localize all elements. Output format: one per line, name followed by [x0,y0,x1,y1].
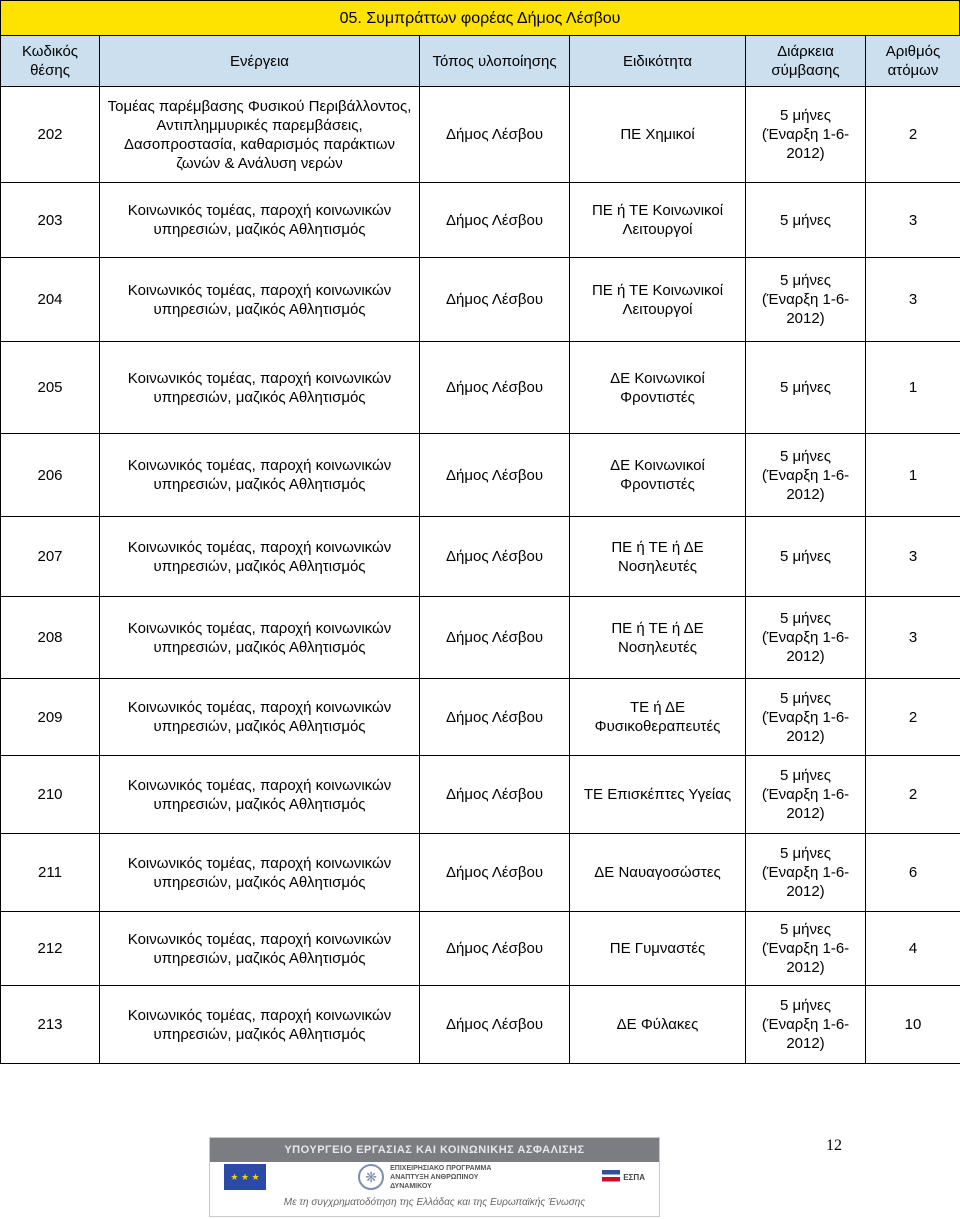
header-count: Αριθμός ατόμων [866,36,960,87]
cell-specialty: ΔΕ Κοινωνικοί Φροντιστές [570,434,746,517]
cell-duration: 5 μήνες (Έναρξη 1-6-2012) [746,87,866,183]
table-row [1,912,960,986]
table-row [1,756,960,834]
table-row [1,679,960,756]
cell-duration: 5 μήνες [746,517,866,597]
ministry-banner: ΥΠΟΥΡΓΕΙΟ ΕΡΓΑΣΙΑΣ ΚΑΙ ΚΟΙΝΩΝΙΚΗΣ ΑΣΦΑΛΙΣΗΣ [210,1138,659,1162]
table-row [1,342,960,434]
cell-place: Δήμος Λέσβου [420,258,570,342]
eu-flag-icon: ★ ★ ★ [224,1164,266,1190]
cell-code: 209 [1,679,100,756]
cell-count: 2 [866,87,960,183]
cell-code: 212 [1,912,100,986]
table-row [1,517,960,597]
cell-duration: 5 μήνες (Έναρξη 1-6-2012) [746,834,866,912]
cell-count: 2 [866,756,960,834]
header-place: Τόπος υλοποίησης [420,36,570,87]
cell-duration: 5 μήνες [746,183,866,258]
cell-count: 1 [866,342,960,434]
table-header-row [1,36,960,87]
cell-duration: 5 μήνες [746,342,866,434]
cell-specialty: ΔΕ Ναυαγοσώστες [570,834,746,912]
table-row [1,834,960,912]
cell-count: 3 [866,517,960,597]
header-code: Κωδικός θέσης [1,36,100,87]
cell-place: Δήμος Λέσβου [420,517,570,597]
espa-label: ΕΣΠΑ [623,1172,645,1182]
header-specialty: Ειδικότητα [570,36,746,87]
cell-action: Κοινωνικός τομέας, παροχή κοινωνικών υπηρεσιών, μαζικός Αθλητισμός [100,597,420,679]
cell-action: Κοινωνικός τομέας, παροχή κοινωνικών υπηρεσιών, μαζικός Αθλητισμός [100,834,420,912]
cell-action: Κοινωνικός τομέας, παροχή κοινωνικών υπηρεσιών, μαζικός Αθλητισμός [100,342,420,434]
cell-count: 10 [866,986,960,1064]
cell-action: Τομέας παρέμβασης Φυσικού Περιβάλλοντος, Αντιπλημμυρικές παρεμβάσεις, Δασοπροστασία, καθαρισμός παράκτιων ζωνών & Ανάλυση νερών [100,87,420,183]
cell-action: Κοινωνικός τομέας, παροχή κοινωνικών υπηρεσιών, μαζικός Αθλητισμός [100,986,420,1064]
cell-count: 1 [866,434,960,517]
cell-specialty: ΤΕ ή ΔΕ Φυσικοθεραπευτές [570,679,746,756]
cell-count: 3 [866,183,960,258]
cell-code: 211 [1,834,100,912]
cell-count: 6 [866,834,960,912]
espa-logo [602,1170,645,1184]
cell-code: 203 [1,183,100,258]
page-number: 12 [826,1137,842,1154]
cell-specialty: ΠΕ Χημικοί [570,87,746,183]
cell-action: Κοινωνικός τομέας, παροχή κοινωνικών υπηρεσιών, μαζικός Αθλητισμός [100,756,420,834]
cofunding-note: Με τη συγχρηματοδότηση της Ελλάδας και της Ευρωπαϊκής Ένωσης [283,1197,586,1208]
footer-logo-banner [209,1137,660,1217]
cell-duration: 5 μήνες (Έναρξη 1-6-2012) [746,434,866,517]
cell-duration: 5 μήνες (Έναρξη 1-6-2012) [746,258,866,342]
cell-code: 205 [1,342,100,434]
cell-place: Δήμος Λέσβου [420,679,570,756]
cell-count: 3 [866,597,960,679]
table-row [1,597,960,679]
program-mark-icon: ❋ [358,1164,384,1190]
cell-place: Δήμος Λέσβου [420,834,570,912]
logo-row [210,1162,659,1192]
cell-duration: 5 μήνες (Έναρξη 1-6-2012) [746,756,866,834]
header-action: Ενέργεια [100,36,420,87]
cell-specialty: ΠΕ ή ΤΕ Κοινωνικοί Λειτουργοί [570,258,746,342]
cell-code: 208 [1,597,100,679]
cell-action: Κοινωνικός τομέας, παροχή κοινωνικών υπηρεσιών, μαζικός Αθλητισμός [100,912,420,986]
cell-action: Κοινωνικός τομέας, παροχή κοινωνικών υπηρεσιών, μαζικός Αθλητισμός [100,517,420,597]
cell-count: 4 [866,912,960,986]
cell-specialty: ΠΕ Γυμναστές [570,912,746,986]
cell-count: 2 [866,679,960,756]
cell-code: 202 [1,87,100,183]
cell-code: 206 [1,434,100,517]
table-row [1,986,960,1064]
table-row [1,258,960,342]
cell-place: Δήμος Λέσβου [420,986,570,1064]
table-row [1,434,960,517]
cell-place: Δήμος Λέσβου [420,434,570,517]
program-logo [358,1164,510,1191]
cell-place: Δήμος Λέσβου [420,183,570,258]
cell-action: Κοινωνικός τομέας, παροχή κοινωνικών υπηρεσιών, μαζικός Αθλητισμός [100,183,420,258]
cell-specialty: ΠΕ ή ΤΕ ή ΔΕ Νοσηλευτές [570,517,746,597]
table-row [1,87,960,183]
cell-specialty: ΠΕ ή ΤΕ Κοινωνικοί Λειτουργοί [570,183,746,258]
cell-code: 210 [1,756,100,834]
table-row [1,183,960,258]
cell-code: 204 [1,258,100,342]
cell-specialty: ΠΕ ή ΤΕ ή ΔΕ Νοσηλευτές [570,597,746,679]
cell-place: Δήμος Λέσβου [420,87,570,183]
cell-specialty: ΤΕ Επισκέπτες Υγείας [570,756,746,834]
header-duration: Διάρκεια σύμβασης [746,36,866,87]
cell-place: Δήμος Λέσβου [420,342,570,434]
page-title: 05. Συμπράττων φορέας Δήμος Λέσβου [0,0,960,36]
cell-duration: 5 μήνες (Έναρξη 1-6-2012) [746,912,866,986]
cell-place: Δήμος Λέσβου [420,756,570,834]
cell-action: Κοινωνικός τομέας, παροχή κοινωνικών υπηρεσιών, μαζικός Αθλητισμός [100,679,420,756]
cell-place: Δήμος Λέσβου [420,597,570,679]
cell-action: Κοινωνικός τομέας, παροχή κοινωνικών υπηρεσιών, μαζικός Αθλητισμός [100,258,420,342]
cell-duration: 5 μήνες (Έναρξη 1-6-2012) [746,597,866,679]
espa-mark-icon [602,1170,620,1184]
cell-place: Δήμος Λέσβου [420,912,570,986]
cell-specialty: ΔΕ Φύλακες [570,986,746,1064]
program-name: ΕΠΙΧΕΙΡΗΣΙΑΚΟ ΠΡΟΓΡΑΜΜΑ ΑΝΑΠΤΥΞΗ ΑΝΘΡΩΠΙΝΟΥ ΔΥΝΑΜΙΚΟΥ [390,1164,492,1190]
positions-table [0,35,960,1064]
cell-code: 213 [1,986,100,1064]
cell-count: 3 [866,258,960,342]
cell-action: Κοινωνικός τομέας, παροχή κοινωνικών υπηρεσιών, μαζικός Αθλητισμός [100,434,420,517]
cell-duration: 5 μήνες (Έναρξη 1-6-2012) [746,679,866,756]
cell-duration: 5 μήνες (Έναρξη 1-6-2012) [746,986,866,1064]
cell-specialty: ΔΕ Κοινωνικοί Φροντιστές [570,342,746,434]
cell-code: 207 [1,517,100,597]
